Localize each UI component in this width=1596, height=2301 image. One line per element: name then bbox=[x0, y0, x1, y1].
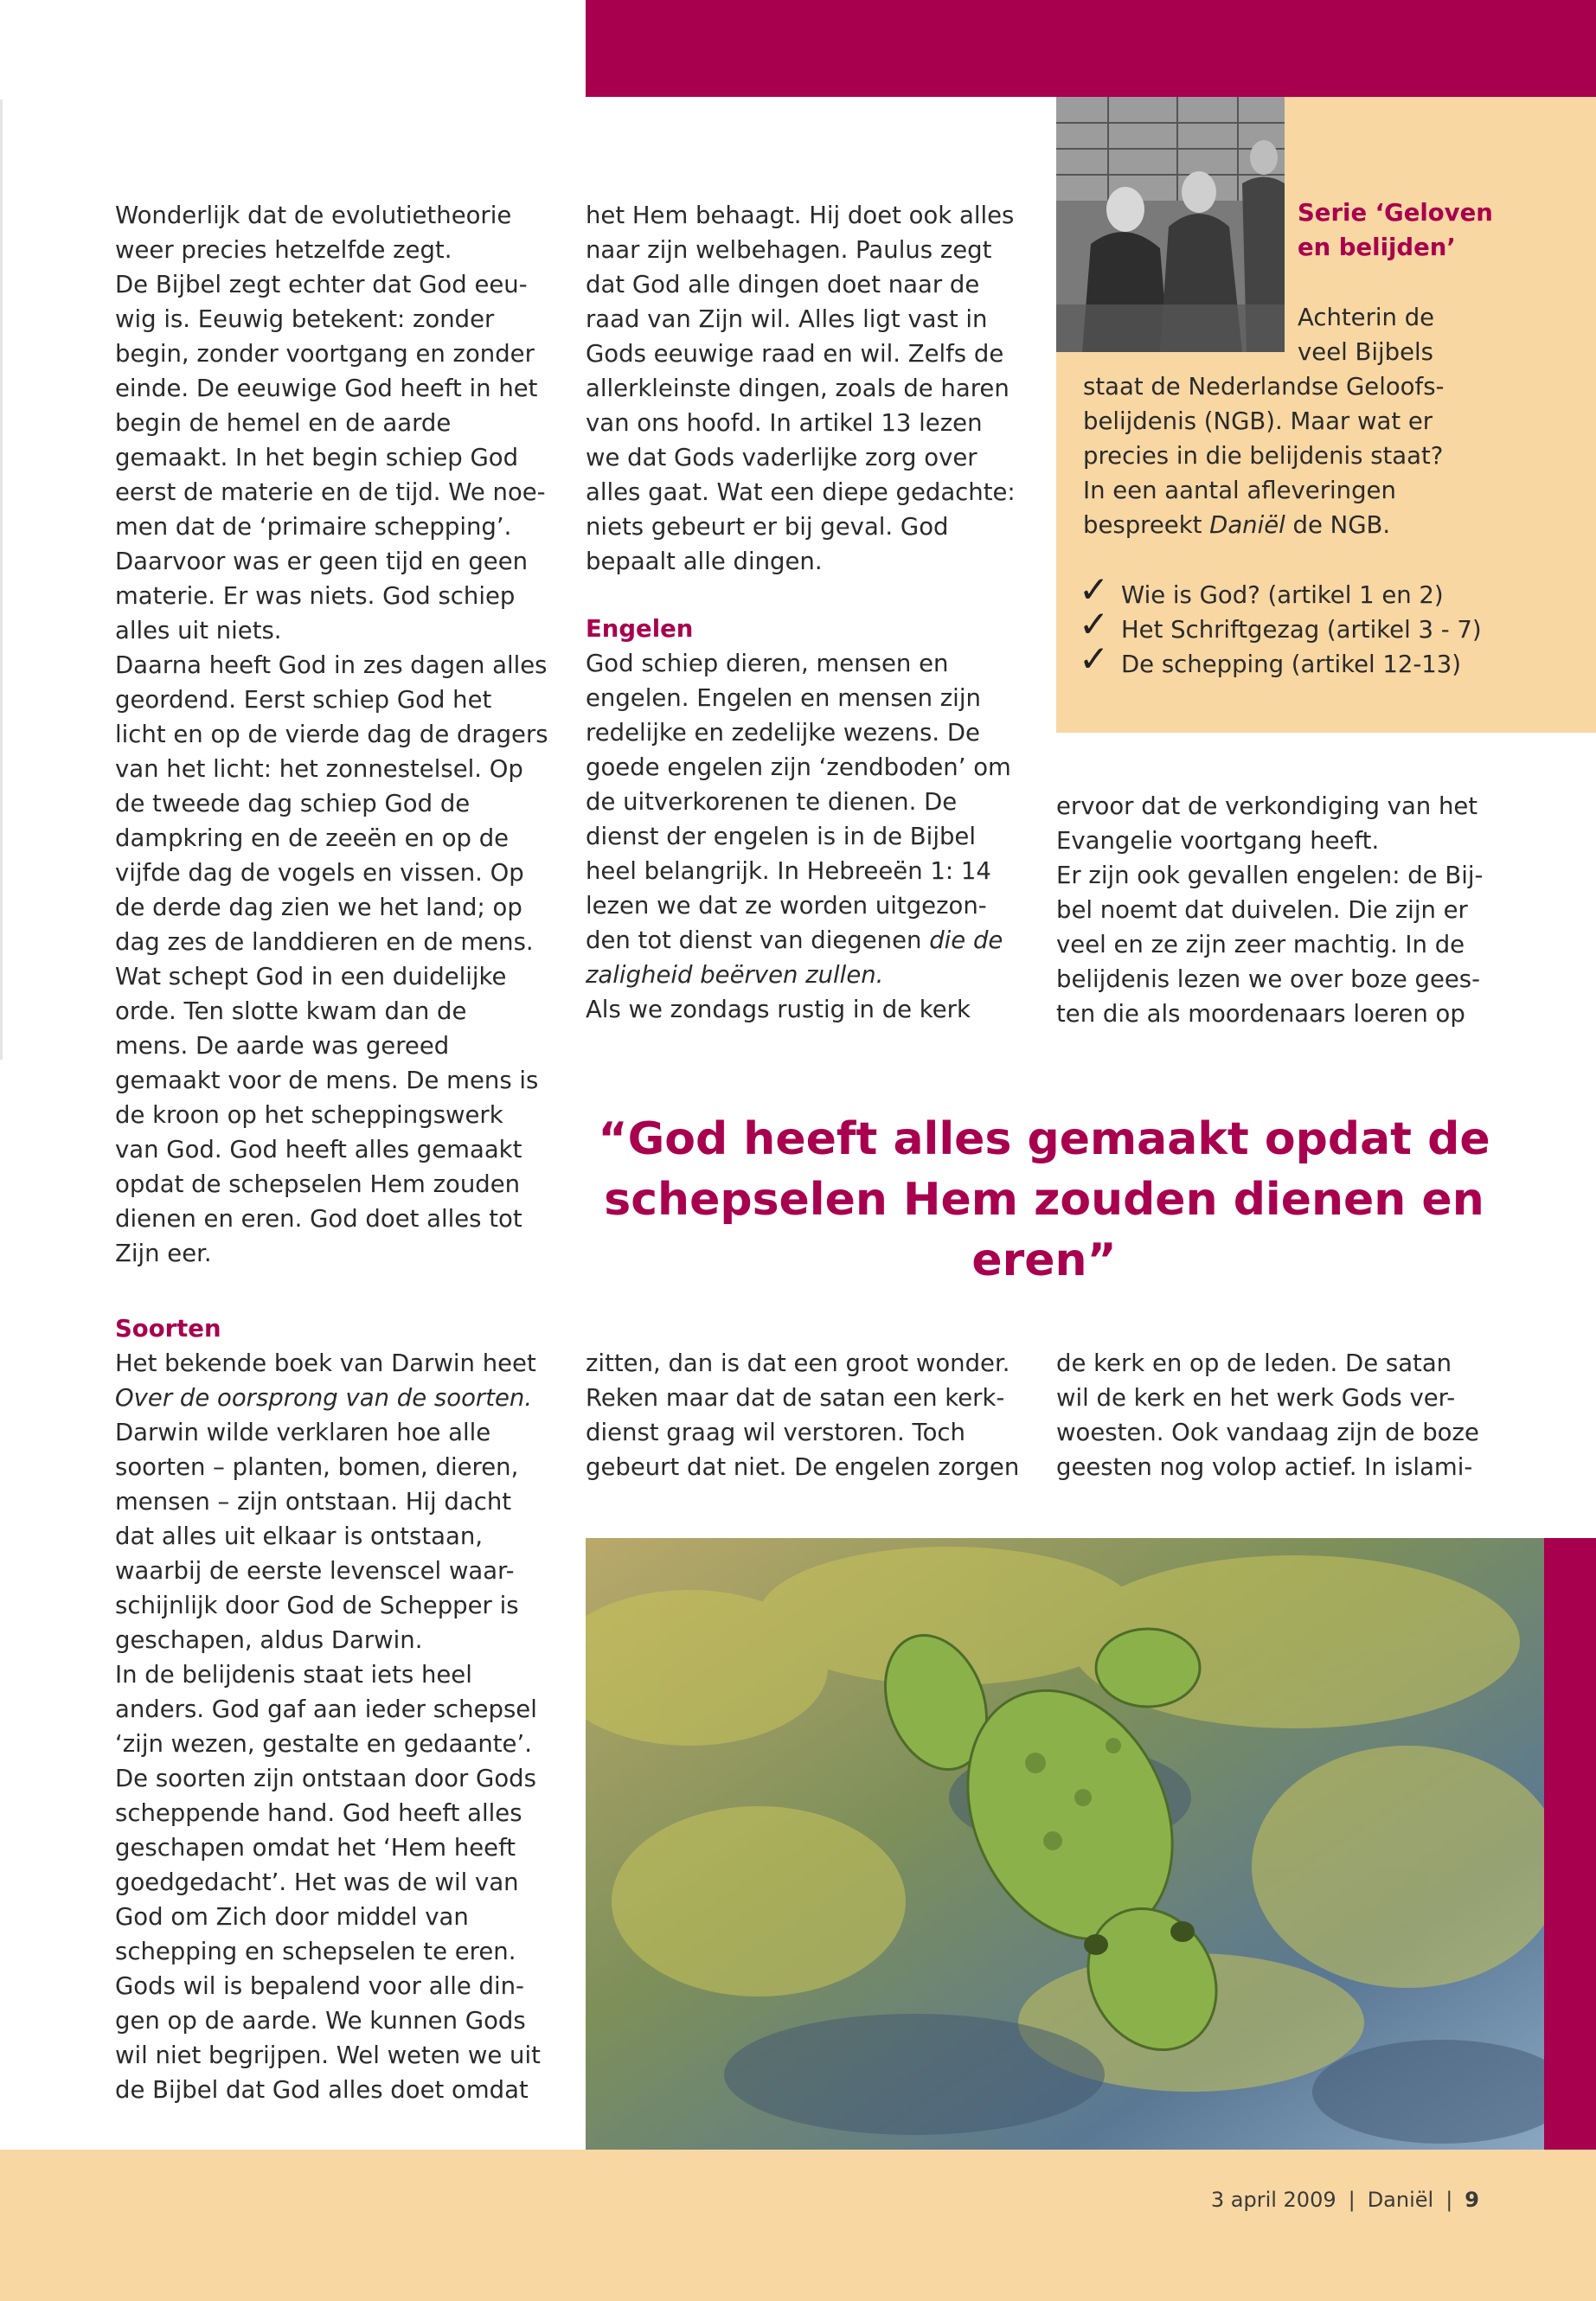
footer-separator: | bbox=[1445, 2188, 1453, 2212]
series-intro-long: staat de Nederlandse Geloofs- belijdenis (NGB). Maar wat er precies in die belijdenis staat? In een aantal afleveringen bespreekt Daniël de NGB. bbox=[1083, 373, 1445, 539]
checklist-item: ✓ De schepping (artikel 12-13) bbox=[1079, 638, 1462, 680]
column-3-upper bbox=[1056, 789, 1506, 1031]
footer-separator: | bbox=[1348, 2188, 1356, 2212]
series-title: Serie ‘Geloven en belijden’ bbox=[1298, 199, 1493, 261]
col2-engelen-paragraph: God schiep dieren, mensen en engelen. Engelen en mensen zijn redelijke en zedelijke wezens. De goede engelen zijn ‘zendboden’ om de uitverkorenen te dienen. De dienst der engelen is in de Bijbel heel belangrijk. In Hebreeën 1: 14 lezen we dat ze worden uitgezon- den tot dienst van diegenen die de zaligheid beërven zullen. Als we zondags rustig in de kerk bbox=[586, 650, 1011, 1023]
checkmark-icon: ✓ bbox=[1079, 603, 1110, 645]
section-heading-engelen: Engelen bbox=[586, 615, 694, 643]
checkmark-icon: ✓ bbox=[1079, 638, 1110, 680]
footer-date: 3 april 2009 bbox=[1210, 2188, 1336, 2212]
col3-paragraph: ervoor dat de verkondiging van het Evangelie voortgang heeft. Er zijn ook gevallen engelen: de Bij- bel noemt dat duivelen. Die zijn er veel en ze zijn zeer machtig. In de belijdenis lezen we over boze gees- ten die als moordenaars loeren op bbox=[1056, 792, 1484, 1028]
column-1-lower bbox=[115, 1311, 565, 2107]
page-edge-line bbox=[0, 99, 3, 1060]
col1-soorten-paragraph: Het bekende boek van Darwin heet Over de oorsprong van de soorten. Darwin wilde verklaren hoe alle soorten – planten, bomen, dieren, mensen – zijn ontstaan. Hij dacht dat alles uit elkaar is ontstaan, waarbij de eerste levenscel waar- schijnlijk door God de Schepper is geschapen, aldus Darwin. In de belijdenis staat iets heel anders. God gaf aan ieder schepsel ‘zijn wezen, gestalte en gedaante’. De soorten zijn ontstaan door Gods scheppende hand. God heeft alles geschapen omdat het ‘Hem heeft goedgedacht’. Het was de wil van God om Zich door middel van schepping en schepselen te eren. Gods wil is bepalend voor alle din- gen op de aarde. We kunnen Gods wil niet begrijpen. Wel weten we uit de Bijbel dat God alles doet omdat bbox=[115, 1349, 541, 2104]
page-footer-band bbox=[0, 2150, 1596, 2301]
series-intro-short: Achterin de veel Bijbels bbox=[1298, 304, 1435, 366]
column-2-lower bbox=[586, 1346, 1035, 1484]
col3-bottom-paragraph: de kerk en op de leden. De satan wil de kerk en het werk Gods ver- woesten. Ook vandaag zijn de boze geesten nog volop actief. In islami- bbox=[1056, 1349, 1479, 1481]
col2-paragraph: het Hem behaagt. Hij doet ook alles naar zijn welbehagen. Paulus zegt dat God alle dingen doet naar de raad van Zijn wil. Alles ligt vast in Gods eeuwige raad en wil. Zelfs de allerkleinste dingen, zoals de haren van ons hoofd. In artikel 13 lezen we dat Gods vaderlijke zorg over alles gaat. Wat een diepe gedachte: niets gebeurt er bij geval. God bepaalt alle dingen. bbox=[586, 202, 1016, 575]
column-1-upper bbox=[115, 198, 565, 1271]
historical-engraving-image bbox=[1056, 97, 1285, 352]
checklist-item: ✓ Wie is God? (artikel 1 en 2) bbox=[1079, 568, 1444, 611]
footer-magazine: Daniël bbox=[1367, 2188, 1434, 2212]
frog-photo bbox=[586, 1538, 1544, 2150]
checklist-item: ✓ Het Schriftgezag (artikel 3 - 7) bbox=[1079, 603, 1482, 645]
right-accent-bar bbox=[1544, 1538, 1596, 2150]
column-3-lower bbox=[1056, 1346, 1506, 1484]
checkmark-icon: ✓ bbox=[1079, 568, 1110, 611]
pull-quote: “God heeft alles gemaakt opdat de schepselen Hem zouden dienen en eren” bbox=[598, 1113, 1490, 1286]
column-2-upper bbox=[586, 198, 1035, 1027]
section-heading-soorten: Soorten bbox=[115, 1315, 221, 1343]
top-accent-bar bbox=[586, 0, 1596, 97]
col1-paragraph: Wonderlijk dat de evolutietheorie weer precies hetzelfde zegt. De Bijbel zegt echter dat God eeu- wig is. Eeuwig betekent: zonder begin, zonder voortgang en zonder einde. De eeuwige God heeft in het begin de hemel en de aarde gemaakt. In het begin schiep God eerst de materie en de tijd. We noe- men dat de ‘primaire schepping’. Daarvoor was er geen tijd en geen materie. Er was niets. God schiep alles uit niets. Daarna heeft God in zes dagen alles geordend. Eerst schiep God het licht en op de vierde dag de dragers van het licht: het zonnestelsel. Op de tweede dag schiep God de dampkring en de zeeën en op de vijfde dag de vogels en vissen. Op de derde dag zien we het land; op dag zes de landdieren en de mens. Wat schept God in een duidelijke orde. Ten slotte kwam dan de mens. De aarde was gereed gemaakt voor de mens. De mens is de kroon op het scheppingswerk van God. God heeft alles gemaakt opdat de schepselen Hem zouden dienen en eren. God doet alles tot Zijn eer. bbox=[115, 202, 548, 1267]
series-checklist bbox=[1079, 568, 1482, 682]
page-footer bbox=[1211, 2188, 1479, 2212]
page-number: 9 bbox=[1465, 2188, 1479, 2212]
col2-bottom-paragraph: zitten, dan is dat een groot wonder. Reken maar dat de satan een kerk- dienst graag wil verstoren. Toch gebeurt dat niet. De engelen zorgen bbox=[586, 1349, 1020, 1481]
